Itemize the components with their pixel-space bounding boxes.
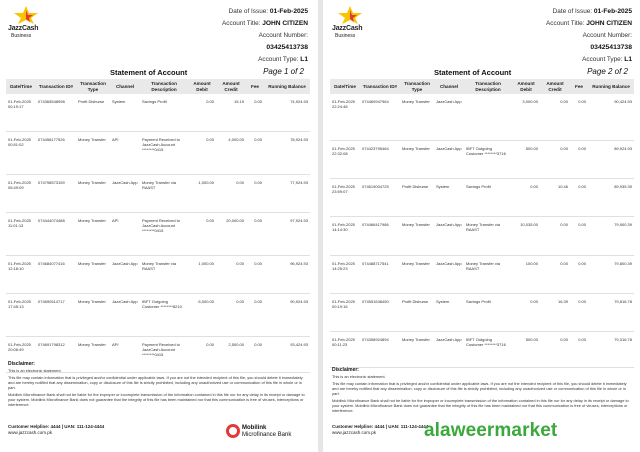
cell-amount-credit: 2,500.00 (216, 336, 246, 372)
cell-running-balance: 89,924.93 (588, 140, 634, 178)
disclaimer-para-2: Mobilink Microfinance Bank shall not be liable for the improper or incomplete transmission of the information contained in this file nor for any delay in its receipt or damage to your system. Mobilink Microfinance Bank does not guarantee that the integrity of this file has been maintained nor that this communication is free of viruses, interceptions or interference. (332, 398, 629, 413)
table-row (330, 331, 634, 367)
cell-amount-credit: 15.19 (216, 94, 246, 131)
column-header-transaction-id: Transaction ID# (360, 79, 400, 94)
logo-sub: Business (335, 33, 356, 39)
jazzcash-logo (332, 5, 372, 45)
cell-description: Money Transfer via RAAST (464, 216, 512, 255)
cell-date-time: 01-Feb-2025 12:18:10 (6, 255, 36, 293)
cell-amount-credit: 0.00 (540, 331, 570, 367)
cell-transaction-type: Money Transfer (76, 174, 110, 212)
bank-circle-icon (226, 424, 240, 438)
column-header-transaction-type: Transaction Type (400, 79, 434, 94)
cell-transaction-id: 074466417986 (360, 216, 400, 255)
table-body (6, 94, 310, 372)
cell-amount-debit: 0.00 (512, 178, 540, 216)
table-row (330, 94, 634, 140)
table-row (330, 293, 634, 331)
column-header-channel: Channel (434, 79, 464, 94)
cell-fee: 0.00 (246, 131, 264, 174)
cell-fee: 0.00 (246, 174, 264, 212)
cell-transaction-type: Money Transfer (400, 216, 434, 255)
cell-fee: 0.00 (570, 255, 588, 293)
cell-transaction-type: Profit Disburse (76, 94, 110, 131)
cell-date-time: 01-Feb-2025 00:11:23 (330, 331, 360, 367)
cell-channel: JazzCash App (110, 293, 140, 336)
cell-transaction-type: Profit Disburse (400, 293, 434, 331)
table-row (6, 94, 310, 131)
cell-fee: 0.00 (246, 293, 264, 336)
table-row (330, 140, 634, 178)
cell-amount-debit: 3,000.00 (512, 94, 540, 140)
cell-fee: 0.00 (246, 212, 264, 255)
disclaimer (332, 368, 632, 413)
cell-running-balance: 90,424.93 (588, 94, 634, 140)
cell-amount-debit: 0.00 (188, 212, 216, 255)
cell-date-time: 01-Feb-2025 14:25:23 (330, 255, 360, 293)
column-header-amount-debit: Amount Debit (188, 79, 216, 94)
cell-description: Savings Profit (464, 178, 512, 216)
cell-amount-debit: 10,035.00 (512, 216, 540, 255)
cell-amount-credit: 20,000.00 (216, 212, 246, 255)
cell-date-time: 01-Feb-2025 22:32:08 (330, 140, 360, 178)
cell-description: IBFT Outgoing Customer ********8210 (140, 293, 188, 336)
cell-date-time: 01-Feb-2025 11:01:13 (6, 212, 36, 255)
bank-line-1: Mobilink (242, 425, 267, 431)
column-header-description: Transaction Description (140, 79, 188, 94)
cell-description: Money Transfer via RAAST (464, 255, 512, 293)
footer (8, 424, 104, 436)
page-label: Page 1 of 2 (263, 67, 304, 76)
footer (332, 424, 428, 436)
cell-description: Payment Received to JazzCash Account ********0415 (140, 336, 188, 372)
cell-amount-debit: 500.00 (512, 140, 540, 178)
cell-description: Payment Received to JazzCash Account ********0415 (140, 212, 188, 255)
cell-running-balance: 77,924.93 (264, 174, 310, 212)
cell-description: Payment Received to JazzCash Account ********0415 (140, 131, 188, 174)
title-label: Account Title: (222, 20, 261, 27)
table-header (330, 79, 634, 94)
column-header-fee: Fee (570, 79, 588, 94)
cell-channel: JazzCash App (434, 140, 464, 178)
transactions-table (330, 79, 634, 368)
title-value: JOHN CITIZEN (262, 20, 308, 27)
cell-fee: 0.00 (246, 94, 264, 131)
cell-amount-credit: 0.00 (540, 216, 570, 255)
issue-label: Date of Issue: (552, 8, 593, 15)
cell-transaction-id: 074469947964 (360, 94, 400, 140)
cell-date-time: 01-Feb-2025 17:45:13 (6, 293, 36, 336)
issue-value: 01-Feb-2025 (593, 8, 632, 15)
cell-channel: System (434, 293, 464, 331)
table-row (6, 212, 310, 255)
cell-channel: API (110, 131, 140, 174)
cell-running-balance: 90,924.93 (264, 293, 310, 336)
cell-date-time: 01-Feb-2025 23:59:07 (330, 178, 360, 216)
jazzcash-star-icon (336, 5, 364, 25)
cell-channel: API (110, 336, 140, 372)
cell-running-balance: 79,316.78 (588, 331, 634, 367)
cell-transaction-type: Money Transfer (76, 293, 110, 336)
statement-title: Statement of Account (434, 68, 512, 77)
cell-amount-credit: 0.00 (540, 140, 570, 178)
cell-transaction-id: 074691798312 (36, 336, 76, 372)
table-row (330, 178, 634, 216)
disclaimer-line: This is an electronic statement. (332, 374, 386, 379)
cell-amount-credit: 0.00 (216, 255, 246, 293)
cell-transaction-id: 074798573159 (36, 174, 76, 212)
column-header-date-time: Date/Time (330, 79, 360, 94)
helpline: Customer Helpline: 4444 | UAN: 111-124-4444 (8, 424, 105, 429)
cell-date-time: 01-Feb-2025 20:06:49 (6, 336, 36, 372)
cell-date-time: 01-Feb-2025 00:19:17 (6, 94, 36, 131)
cell-amount-credit: 0.00 (216, 293, 246, 336)
number-value: 03425413738 (590, 44, 632, 51)
disclaimer (8, 362, 308, 407)
cell-transaction-type: Money Transfer (76, 131, 110, 174)
cell-amount-debit: 1,000.00 (188, 255, 216, 293)
column-header-date-time: Date/Time (6, 79, 36, 94)
column-header-transaction-id: Transaction ID# (36, 79, 76, 94)
account-meta (222, 6, 308, 66)
page-divider (318, 0, 323, 452)
cell-running-balance: 78,924.93 (264, 131, 310, 174)
cell-fee: 0.00 (246, 336, 264, 372)
cell-channel: JazzCash App (110, 174, 140, 212)
statement-page-2 (324, 0, 640, 452)
cell-transaction-id: 074488717541 (360, 255, 400, 293)
cell-channel: System (110, 94, 140, 131)
cell-transaction-id: 074358924894 (360, 331, 400, 367)
website: www.jazzcash.com.pk (8, 430, 53, 435)
cell-fee: 0.00 (570, 94, 588, 140)
cell-transaction-type: Money Transfer (400, 94, 434, 140)
cell-amount-debit: 0.00 (512, 293, 540, 331)
cell-transaction-type: Money Transfer (400, 140, 434, 178)
statement-title: Statement of Account (110, 68, 188, 77)
cell-channel: JazzCash App (434, 331, 464, 367)
cell-running-balance: 93,424.93 (264, 336, 310, 372)
logo-name: JazzCash (8, 25, 39, 32)
title-value: JOHN CITIZEN (586, 20, 632, 27)
type-value: L1 (300, 56, 308, 63)
cell-amount-credit: 0.00 (540, 94, 570, 140)
column-header-description: Transaction Description (464, 79, 512, 94)
cell-transaction-id: 074619004725 (360, 178, 400, 216)
cell-amount-debit: 6,000.00 (188, 293, 216, 336)
cell-fee: 0.00 (570, 140, 588, 178)
cell-amount-debit: 100.00 (512, 255, 540, 293)
cell-channel: JazzCash App (434, 255, 464, 293)
cell-running-balance: 79,816.78 (588, 293, 634, 331)
cell-amount-debit: 500.00 (512, 331, 540, 367)
disclaimer-heading: Disclaimer: (332, 367, 359, 373)
cell-amount-debit: 0.00 (188, 94, 216, 131)
cell-transaction-type: Money Transfer (76, 255, 110, 293)
page-label: Page 2 of 2 (587, 67, 628, 76)
cell-description: IBFT Outgoing Customer ********3716 (464, 331, 512, 367)
table-row (6, 293, 310, 336)
cell-transaction-type: Money Transfer (400, 331, 434, 367)
cell-description (464, 94, 512, 140)
cell-description: Money Transfer via RAAST (140, 255, 188, 293)
column-header-running-balance: Running Balance (264, 79, 310, 94)
cell-fee: 0.00 (246, 255, 264, 293)
cell-running-balance: 96,924.93 (264, 255, 310, 293)
statement-page-1 (0, 0, 316, 452)
cell-transaction-id: 074423795464 (360, 140, 400, 178)
cell-running-balance: 79,900.39 (588, 216, 634, 255)
cell-amount-credit: 0.00 (216, 174, 246, 212)
bank-logo (226, 424, 316, 442)
column-header-amount-debit: Amount Debit (512, 79, 540, 94)
cell-date-time: 01-Feb-2025 14:14:30 (330, 216, 360, 255)
disclaimer-para-1: This file may contain information that is privileged and/or confidential under applicable laws. If you are not the intended recipient of this file, you should delete it immediately and are hereby notified that any dissemination, copy or disclosure of this file is strictly prohibited, including any unauthorized use or communication of this file in whole or in part. (8, 375, 303, 390)
cell-running-balance: 74,924.93 (264, 94, 310, 131)
cell-running-balance: 89,935.39 (588, 178, 634, 216)
cell-fee: 0.00 (570, 178, 588, 216)
cell-transaction-type: Profit Disburse (400, 178, 434, 216)
column-header-fee: Fee (246, 79, 264, 94)
cell-date-time: 01-Feb-2025 05:49:09 (6, 174, 36, 212)
cell-amount-debit: 0.00 (188, 336, 216, 372)
title-label: Account Title: (546, 20, 585, 27)
helpline: Customer Helpline: 4444 | UAN: 111-124-4444 (332, 424, 429, 429)
disclaimer-heading: Disclaimer: (8, 361, 35, 367)
cell-description: Savings Profit (464, 293, 512, 331)
cell-transaction-id: 074444074488 (36, 212, 76, 255)
account-meta (546, 6, 632, 66)
disclaimer-para-1: This file may contain information that is privileged and/or confidential under applicable laws. If you are not the intended recipient of this file, you should delete it immediately and are hereby notified that any dissemination, copy or disclosure of this file is strictly prohibited, including any unauthorized use or communication of this file in whole or in part. (332, 381, 627, 396)
issue-value: 01-Feb-2025 (269, 8, 308, 15)
logo-sub: Business (11, 33, 32, 39)
cell-transaction-id: 074684077416 (36, 255, 76, 293)
cell-fee: 0.00 (570, 331, 588, 367)
cell-description: IBFT Outgoing Customer ********3716 (464, 140, 512, 178)
number-value: 03425413738 (266, 44, 308, 51)
type-label: Account Type: (258, 56, 299, 63)
cell-transaction-id: 074690514717 (36, 293, 76, 336)
cell-description: Money Transfer via RAAST (140, 174, 188, 212)
cell-transaction-type: Money Transfer (400, 255, 434, 293)
cell-transaction-type: Money Transfer (76, 212, 110, 255)
website: www.jazzcash.com.pk (332, 430, 377, 435)
jazzcash-logo (8, 5, 48, 45)
number-label: Account Number: (258, 32, 308, 39)
cell-channel: JazzCash App (110, 255, 140, 293)
cell-transaction-id: 074458177526 (36, 131, 76, 174)
cell-description: Savings Profit (140, 94, 188, 131)
cell-fee: 0.00 (570, 216, 588, 255)
cell-channel: JazzCash App (434, 94, 464, 140)
cell-channel: JazzCash App (434, 216, 464, 255)
cell-running-balance: 79,800.39 (588, 255, 634, 293)
disclaimer-para-2: Mobilink Microfinance Bank shall not be liable for the improper or incomplete transmission of the information contained in this file nor for any delay in its receipt or damage to your system. Mobilink Microfinance Bank does not guarantee that the integrity of this file has been maintained nor that this communication is free of viruses, interceptions or interference. (8, 392, 305, 407)
table-row (6, 131, 310, 174)
column-header-transaction-type: Transaction Type (76, 79, 110, 94)
jazzcash-star-icon (12, 5, 40, 25)
cell-amount-credit: 4,000.00 (216, 131, 246, 174)
number-label: Account Number: (582, 32, 632, 39)
table-row (330, 255, 634, 293)
table-row (6, 255, 310, 293)
issue-label: Date of Issue: (228, 8, 269, 15)
watermark-text: alaweermarket (424, 420, 558, 441)
column-header-amount-credit: Amount Credit (540, 79, 570, 94)
cell-amount-credit: 10.46 (540, 178, 570, 216)
table-body (330, 94, 634, 367)
bank-line-2: Microfinance Bank (242, 432, 292, 438)
cell-transaction-type: Money Transfer (76, 336, 110, 372)
type-value: L1 (624, 56, 632, 63)
cell-date-time: 01-Feb-2025 00:51:02 (6, 131, 36, 174)
column-header-running-balance: Running Balance (588, 79, 634, 94)
table-row (6, 174, 310, 212)
cell-amount-credit: 16.39 (540, 293, 570, 331)
cell-amount-debit: 1,000.00 (188, 174, 216, 212)
table-row (330, 216, 634, 255)
cell-amount-credit: 0.00 (540, 255, 570, 293)
table-header (6, 79, 310, 94)
disclaimer-line: This is an electronic statement. (8, 368, 62, 373)
cell-date-time: 01-Feb-2025 22:24:48 (330, 94, 360, 140)
cell-channel: API (110, 212, 140, 255)
cell-transaction-id: 074551638450 (360, 293, 400, 331)
column-header-amount-credit: Amount Credit (216, 79, 246, 94)
logo-name: JazzCash (332, 25, 363, 32)
cell-transaction-id: 074365548998 (36, 94, 76, 131)
cell-fee: 0.00 (570, 293, 588, 331)
cell-amount-debit: 0.00 (188, 131, 216, 174)
cell-date-time: 01-Feb-2025 00:19:16 (330, 293, 360, 331)
cell-channel: System (434, 178, 464, 216)
type-label: Account Type: (582, 56, 623, 63)
transactions-table (6, 79, 310, 373)
cell-running-balance: 97,924.93 (264, 212, 310, 255)
column-header-channel: Channel (110, 79, 140, 94)
